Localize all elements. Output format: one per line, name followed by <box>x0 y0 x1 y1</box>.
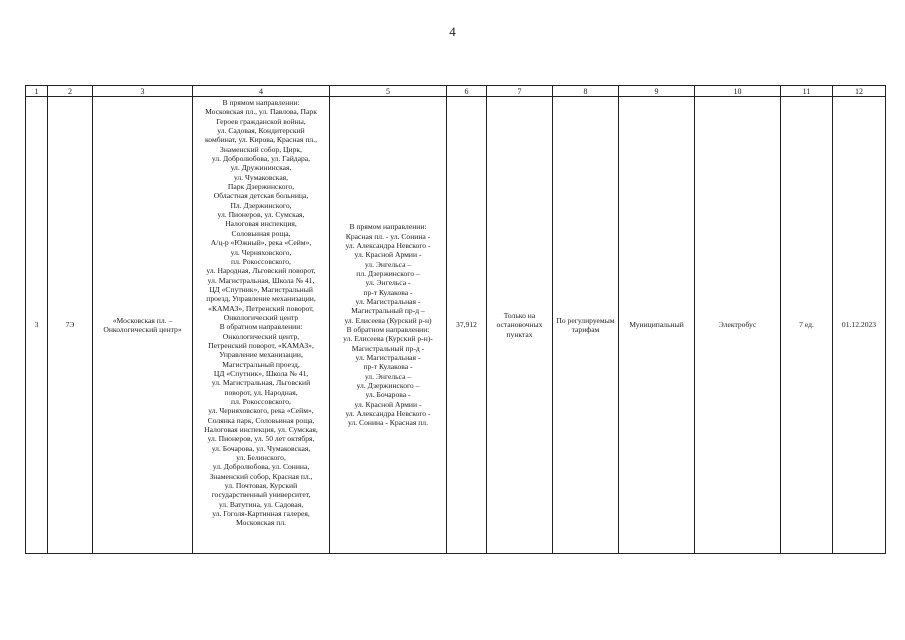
page-number: 4 <box>449 24 456 39</box>
route-name: «Московская пл. – Онкологический центр» <box>93 97 193 554</box>
route-index: 3 <box>26 97 48 554</box>
carrier-type: Муниципальный <box>619 97 695 554</box>
fare-type: По регулируемым тарифам <box>553 97 619 554</box>
route-number: 7Э <box>48 97 93 554</box>
vehicle-count: 7 ед. <box>781 97 833 554</box>
streets-list: В прямом направлении: Красная пл. - ул. Сонина - ул. Александра Невского - ул. Красной Армии - ул. Энгельса – пл. Дзержинского – ул. Энгельса - пр-т Кулакова - ул. Магистральная - Магистральный пр-д – ул. Елисеева (Курский р-н) В обратном направлении: ул. Елисеева (Курский р-н)- Магистральный пр-д - ул. Магистральная - пр-т Кулакова - ул. Энгельса – ул. Дзержинского – ул. Бочарова - ул. Красной Армии - ул. Александра Невского - ул. Сонина - Красная пл. <box>330 97 447 554</box>
column-number-row <box>26 86 886 97</box>
stops-list: В прямом направлении: Московская пл., ул. Павлова, Парк Героев гражданской войны, ул. Садовая, Кондитерский комбинат, ул. Кирова, Красная пл., Знаменский собор, Цирк, ул. Добролюбова, ул. Гайдара, ул. Дружининская, ул. Чумаковская, Парк Дзержинского, Областная детская больница, Пл. Дзержинского, ул. Пионеров, ул. Сумская, Налоговая инспекция, Соловьиная роща, А/ц-р «Южный», река «Сейм», ул. Черняховского, пл. Рокоссовского, ул. Народная, Льговский поворот, ул. Магистральная, Школа № 41, ЦД «Спутник», Магистральный проезд, Управление механизации, «КАМАЗ», Петренский поворот, Онкологический центр В обратном направлении: Онкологический центр, Петренский поворот, «КАМАЗ», Управление механизации, Магистральный проезд, ЦД «Спутник», Школа № 41, ул. Магистральная, Льговский поворот, ул. Народная, пл. Рокоссовского, ул. Черняховского, река «Сейм», Солянка парк, Соловьиная роща, Налоговая инспекция, ул. Сумская, ул. Пионеров, ул. 50 лет октября, ул. Бочарова, ул. Чумаковская, ул. Белинского, ул. Добролюбова, ул. Сонина, Знаменский собор, Красная пл., ул. Почтовая, Курский государственный университет, ул. Ватутина, ул. Садовая, ул. Гоголя-Картинная галерея, Московская пл. <box>193 97 330 554</box>
start-date: 01.12.2023 <box>833 97 886 554</box>
column-number: 11 <box>781 86 833 97</box>
route-length: 37,912 <box>447 97 487 554</box>
column-number: 10 <box>695 86 781 97</box>
column-number: 12 <box>833 86 886 97</box>
column-number: 5 <box>330 86 447 97</box>
boarding-order: Только на остановочных пунктах <box>487 97 553 554</box>
column-number: 7 <box>487 86 553 97</box>
vehicle-type: Электробус <box>695 97 781 554</box>
column-number: 4 <box>193 86 330 97</box>
column-number: 2 <box>48 86 93 97</box>
column-number: 3 <box>93 86 193 97</box>
column-number: 1 <box>26 86 48 97</box>
route-registry-table <box>25 85 886 554</box>
column-number: 9 <box>619 86 695 97</box>
table-row <box>26 97 886 554</box>
column-number: 6 <box>447 86 487 97</box>
column-number: 8 <box>553 86 619 97</box>
